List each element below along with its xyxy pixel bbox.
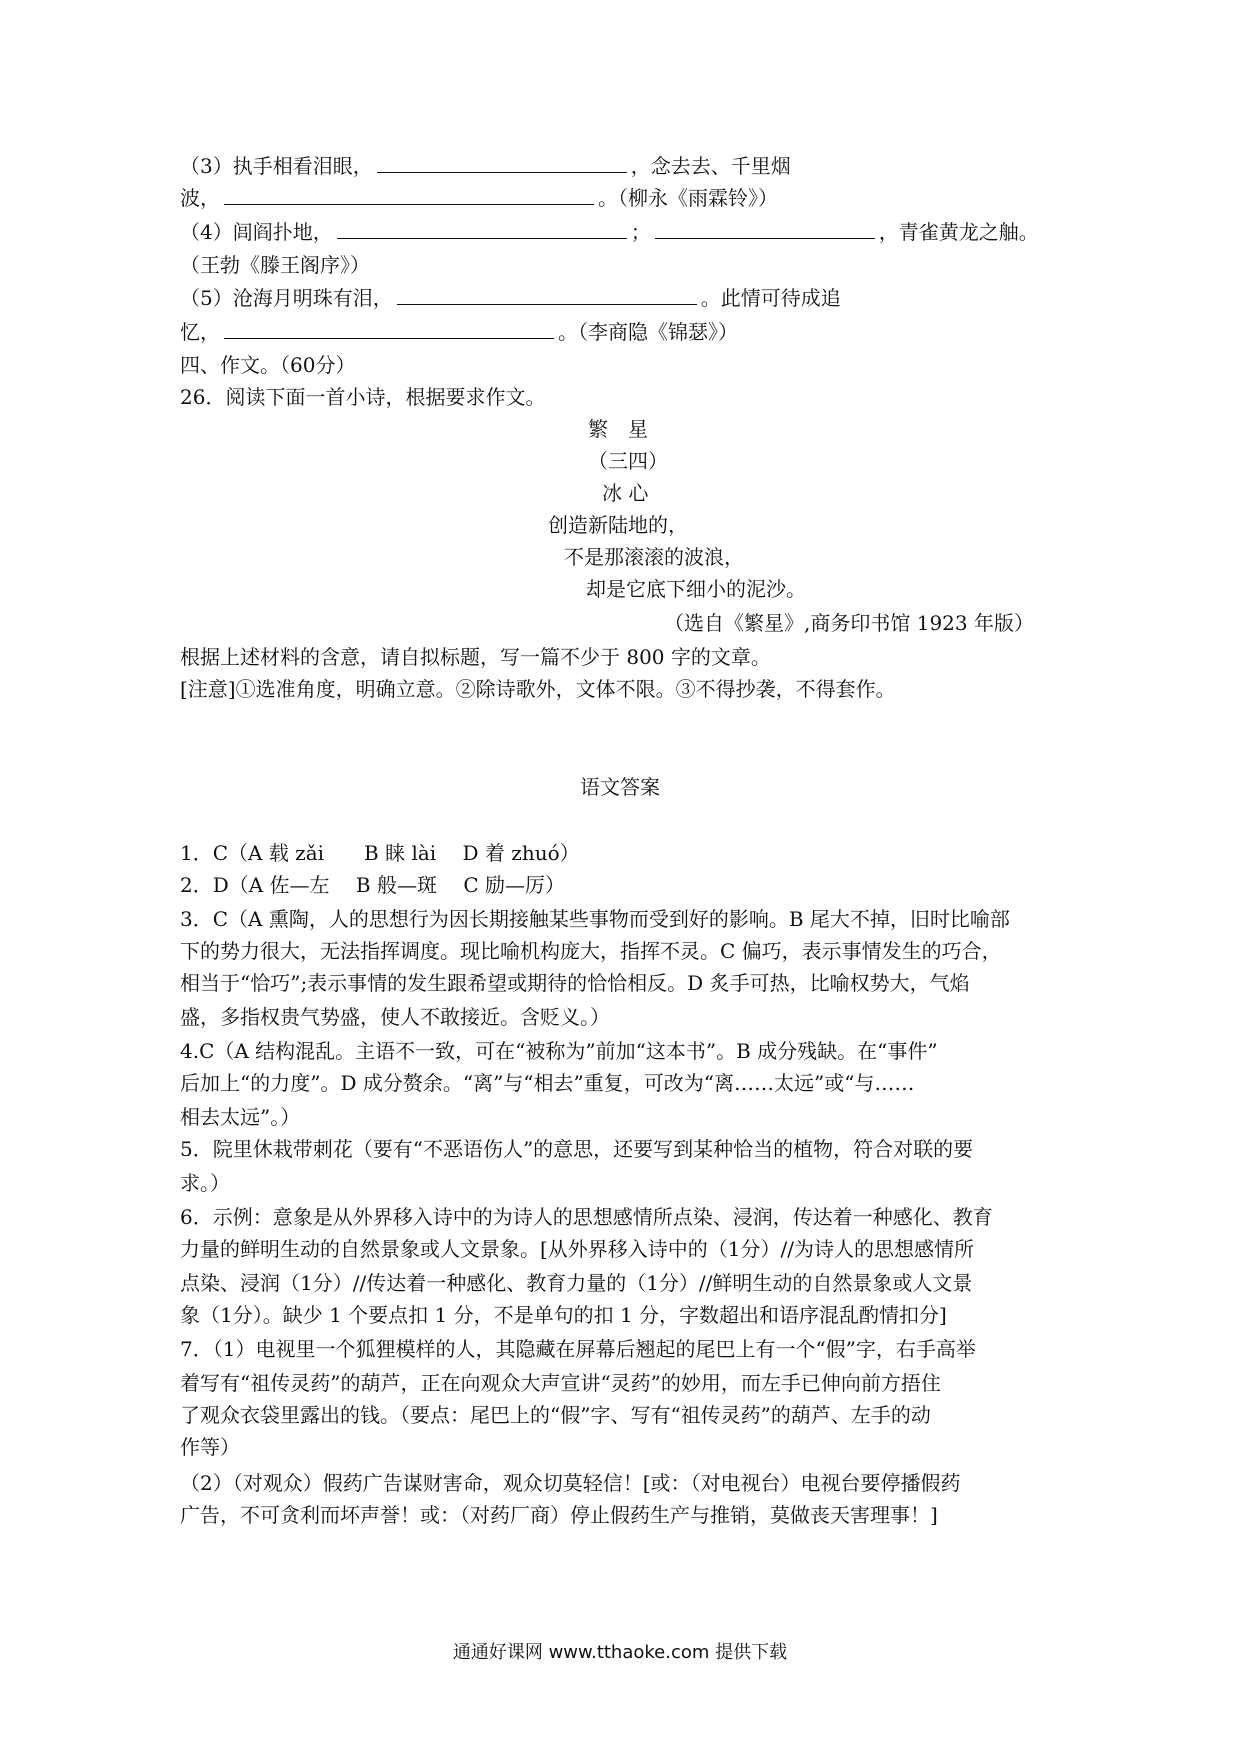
fill-blank[interactable] [224,184,594,205]
fill-q5-text1: （5）沧海月明珠有泪， [180,286,393,310]
fill-blank[interactable] [224,318,554,339]
fill-q4-text1: （4）闾阎扑地， [180,220,333,244]
fill-q3-line2 [180,184,778,211]
answer-line: 作等） [180,1435,240,1459]
answer-line: 盛，多指权贵气势盛，使人不敢接近。含贬义。） [180,1005,610,1029]
fill-q3-text4: 。（柳永《雨霖铃》） [598,186,778,210]
answer-line: 求。） [180,1171,230,1195]
answer-line: 6．示例：意象是从外界移入诗中的为诗人的思想感情所点染、浸润，传达着一种感化、教育 [180,1205,993,1229]
fill-q4-line1 [180,218,1039,245]
answer-line: 3．C（A 熏陶，人的思想行为因长期接触某些事物而受到好的影响。B 尾大不掉，旧时比喻部 [180,907,1010,931]
answer-line: 广告，不可贪利而坏声誉！或：（对药厂商）停止假药生产与推销，莫做丧天害理事！] [180,1503,938,1527]
fill-q4-text2: ； [630,220,651,244]
fill-q4-text3: ，青雀黄龙之舳。 [878,220,1039,244]
fill-q5-text2: 。此情可待成追 [700,286,841,310]
fill-q3-text2: ，念去去、千里烟 [630,154,791,178]
poem-author: 冰 心 [602,481,649,505]
answer-line: 力量的鲜明生动的自然景象或人文景象。[从外界移入诗中的（1分）//为诗人的思想感情所 [180,1237,975,1261]
answer-line: 相当于“恰巧”;表示事情的发生跟希望或期待的恰恰相反。D 炙手可热，比喻权势大，气焰 [180,971,970,995]
poem-number: （三四） [588,449,668,473]
fill-q3-line1 [180,152,791,179]
fill-q4-line2 [180,252,370,278]
fill-blank[interactable] [655,218,875,239]
fill-blank[interactable] [377,152,627,173]
answer-line: 后加上“的力度”。D 成分赘余。“离”与“相去”重复，可改为“离……太远”或“与…… [180,1071,915,1095]
poem-line: 不是那滚滚的波浪， [564,545,744,569]
fill-q5-line1 [180,284,841,311]
fill-blank[interactable] [397,284,697,305]
fill-q3-text3: 波， [180,186,220,210]
poem-title: 繁 星 [588,417,648,441]
poem-line: 却是它底下细小的泥沙。 [586,577,806,601]
answer-line: 了观众衣袋里露出的钱。（要点：尾巴上的“假”字、写有“祖传灵药”的葫芦、左手的动 [180,1403,931,1427]
answer-line: 5．院里休栽带刺花（要有“不恶语伤人”的意思，还要写到某种恰当的植物，符合对联的要 [180,1137,974,1161]
answer-section-title: 语文答案 [580,775,660,799]
question-26-prompt: 26．阅读下面一首小诗，根据要求作文。 [180,385,546,409]
answer-line: 2．D（A 佐—左 B 般—斑 C 励—厉） [180,873,565,897]
section-heading: 四、作文。（60分） [180,353,356,377]
answer-line: 1．C（A 载 zǎi B 睐 lài D 着 zhuó） [180,841,580,865]
answer-line: 下的势力很大，无法指挥调度。现比喻机构庞大，指挥不灵。C 偏巧，表示事情发生的巧合， [180,939,1002,963]
answer-line: 象（1分）。缺少 1 个要点扣 1 分，不是单句的扣 1 分，字数超出和语序混乱酌情扣分] [180,1303,947,1327]
poem-source: （选自《繁星》,商务印书馆 1923 年版） [664,611,1034,635]
fill-q3-text1: （3）执手相看泪眼， [180,154,373,178]
fill-q5-text3: 忆， [180,320,220,344]
answer-line: 点染、浸润（1分）//传达着一种感化、教育力量的（1分）//鲜明生动的自然景象或人文景 [180,1271,973,1295]
fill-q5-line2 [180,318,738,345]
answer-line: （2）（对观众）假药广告谋财害命，观众切莫轻信！[或：（对电视台）电视台要停播假药 [180,1471,961,1495]
fill-blank[interactable] [337,218,627,239]
essay-notice: [注意]①选准角度，明确立意。②除诗歌外，文体不限。③不得抄袭，不得套作。 [180,677,896,701]
answer-line: 7．（1）电视里一个狐狸模样的人，其隐藏在屏幕后翘起的尾巴上有一个“假”字，右手高举 [180,1337,976,1361]
fill-q4-text4: （王勃《滕王阁序》） [180,253,370,277]
answer-line: 4.C（A 结构混乱。主语不一致，可在“被称为”前加“这本书”。B 成分残缺。在“事件” [180,1039,938,1063]
fill-q5-text4: 。（李商隐《锦瑟》） [558,320,738,344]
answer-line: 相去太远”。） [180,1105,301,1129]
answer-line: 着写有“祖传灵药”的葫芦，正在向观众大声宣讲“灵药”的妙用，而左手已伸向前方捂住 [180,1371,941,1395]
page-footer: 通通好课网 www.tthaoke.com 提供下载 [452,1642,788,1663]
essay-requirement: 根据上述材料的含意，请自拟标题，写一篇不少于 800 字的文章。 [180,645,771,669]
poem-line: 创造新陆地的， [548,513,688,537]
